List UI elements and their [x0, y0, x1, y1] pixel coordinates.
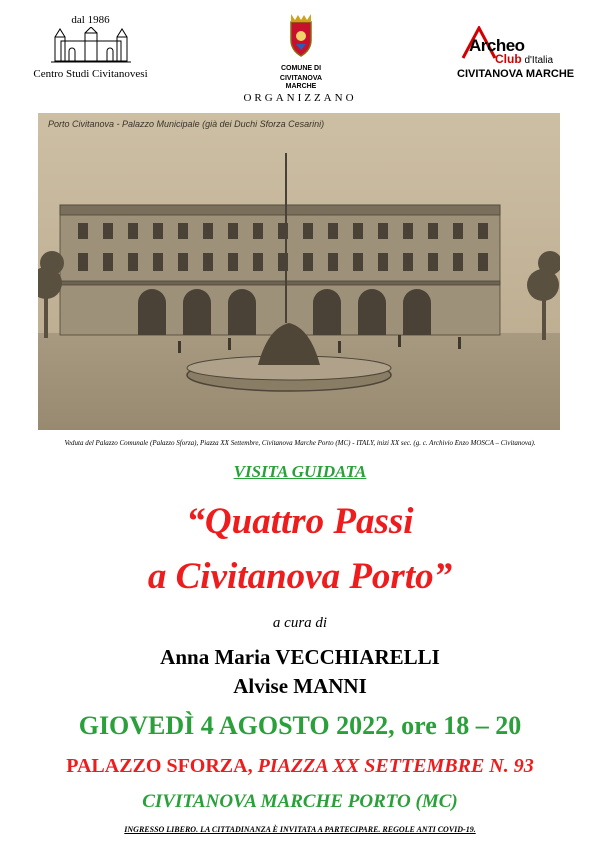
- comune-logo: [266, 12, 336, 91]
- organizzano-label: ORGANIZZANO: [243, 92, 357, 104]
- since-label: dal 1986: [71, 14, 110, 26]
- logo-bar: [0, 0, 600, 95]
- event-title-line2: a Civitanova Porto”: [147, 556, 453, 597]
- comune-line2: CIVITANOVA MARCHE: [279, 75, 323, 90]
- centro-studi-name: Centro Studi Civitanovesi: [33, 68, 148, 80]
- castle-icon: [51, 27, 131, 63]
- archeo-word: Archeo: [469, 36, 525, 55]
- photo-inscription: Porto Civitanova - Palazzo Municipale (già dei Duchi Sforza Cesarini): [48, 119, 325, 129]
- curator-name-2: Alvise MANNI: [233, 674, 367, 698]
- curated-by-label: a cura di: [272, 615, 328, 631]
- centro-studi-logo: [28, 14, 153, 80]
- comune-line1: COMUNE DI: [280, 65, 322, 72]
- entry-note: INGRESSO LIBERO. LA CITTADINANZA È INVITATA A PARTECIPARE. REGOLE ANTI COVID-19.: [124, 825, 476, 834]
- curator-name-1: Anna Maria VECCHIARELLI: [160, 645, 440, 669]
- italia-word: d'Italia: [521, 55, 554, 66]
- archeoclub-city: CIVITANOVA MARCHE: [457, 68, 575, 80]
- event-title-line1: “Quattro Passi: [186, 501, 414, 542]
- event-place: [0, 755, 600, 778]
- club-line: [495, 52, 553, 66]
- historic-photo: [38, 113, 560, 430]
- photo-caption: Veduta del Palazzo Comunale (Palazzo Sforza), Piazza XX Settembre, Civitanova Marche Porto (MC) - ITALY, inizi XX sec. (g. c. Archivio Enzo MOSCA – Civitanova).: [64, 439, 536, 447]
- event-datetime: GIOVEDÌ 4 AGOSTO 2022, ore 18 – 20: [78, 711, 522, 740]
- coat-of-arms-icon: [284, 12, 318, 58]
- event-type: VISITA GUIDATA: [233, 462, 367, 481]
- place-name: PALAZZO SFORZA,: [66, 755, 253, 777]
- event-city: CIVITANOVA MARCHE PORTO (MC): [142, 791, 458, 812]
- place-address: PIAZZA XX SETTEMBRE N. 93: [252, 755, 534, 777]
- club-word: Club: [495, 52, 522, 66]
